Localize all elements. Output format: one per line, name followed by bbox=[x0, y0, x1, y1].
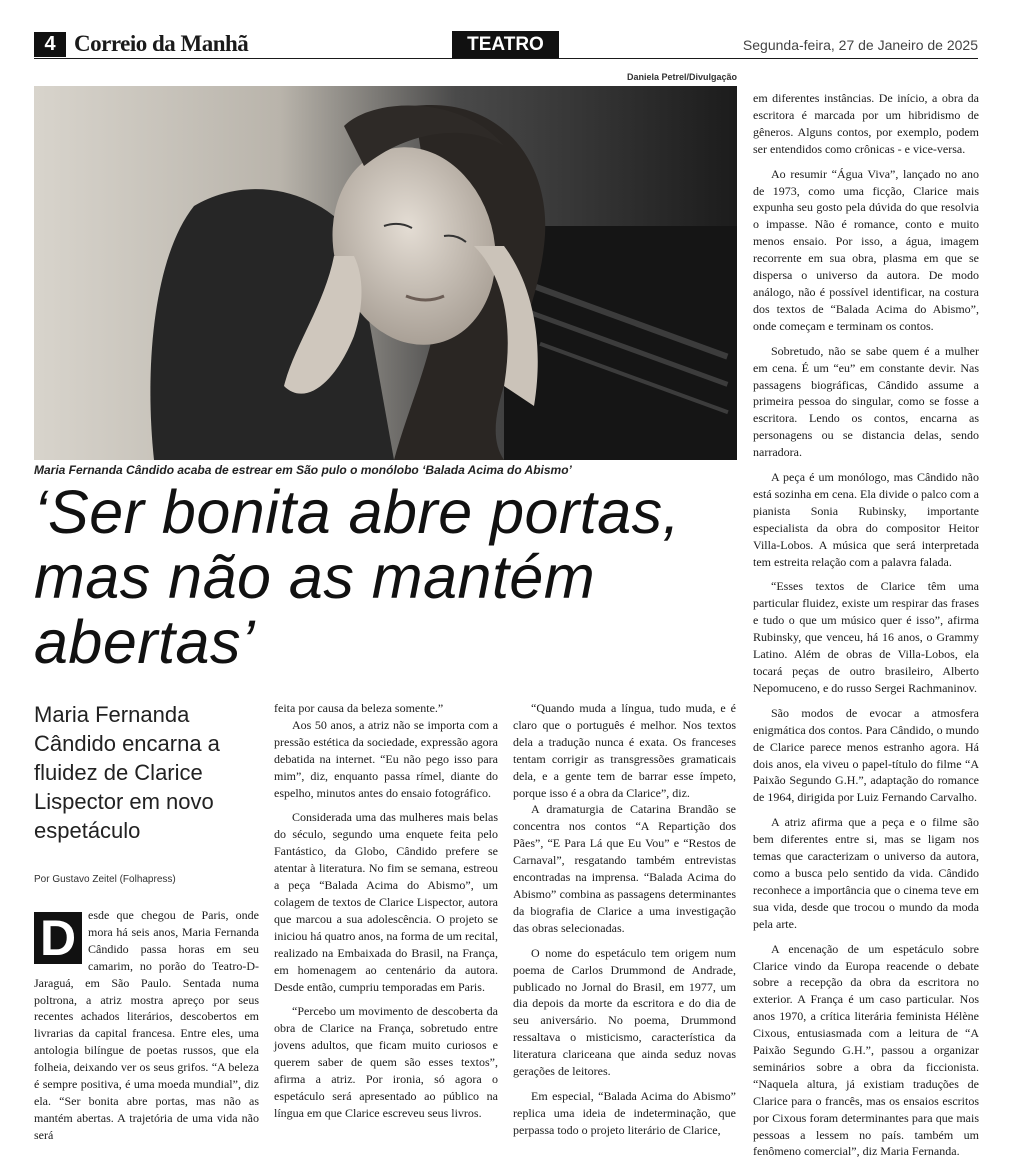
drop-cap: D bbox=[34, 912, 82, 964]
paragraph: Aos 50 anos, a atriz não se importa com a pressão estética da sociedade, expressão agora debatida na internet. “Eu não pego isso para mim”, diz, enquanto passa rímel, diante do espelho, minutos antes do ensaio fotográfico. bbox=[274, 717, 498, 800]
page-header bbox=[34, 30, 978, 59]
page-number: 4 bbox=[34, 32, 66, 57]
article-column-1 bbox=[34, 907, 259, 1144]
paragraph: Sobretudo, não se sabe quem é a mulher em cena. É um “eu” em constante devir. Nas passagens biográficas, Cândido assume a primeira pessoa do singular, como se fosse a escritora. Lendo os contos, encarna as personagens ou se distancia delas, sendo narradora. bbox=[753, 343, 979, 460]
paragraph: São modos de evocar a atmosfera enigmática dos contos. Para Cândido, o mundo de Clarice parece menos estranho agora. Há dois anos, ela viveu o papel-título do filme “A Paixão Segundo G.H.”, adaptação do romance de 1964, dirigida por Luiz Fernando Carvalho. bbox=[753, 705, 979, 805]
paragraph: “Esses textos de Clarice têm uma particular fluidez, existe um respirar das frases e tudo o que um músico quer é isso”, afirma Rubinsky, que venceu, há 16 anos, o Grammy Latino. Além de obras de Villa-Lobos, ela tocará peças de outro brasileiro, Alberto Nepomuceno, e do russo Sergei Rachmaninov. bbox=[753, 579, 979, 695]
article-headline: ‘Ser bonita abre portas, mas não as mantém abertas’ bbox=[34, 478, 681, 676]
paragraph: A encenação de um espetáculo sobre Clarice vindo da Europa reacende o debate sobre a recepção da obra da escritora no exterior. A França é um caso particular. Nos anos 1970, a crítica literária feminista Hélène Cixous, entusiasmada com a leitura de “A Paixão Segundo G.H.”, passou a organizar seminários sobre a obra da ficcionista. “Naquela altura, já existiam traduções de Clarice para o francês, mas os ensaios escritos por Cixous foram determinantes para que mais pessoas a lessem no país. também um fenômeno comercial”, diz Maria Fernanda. bbox=[753, 941, 979, 1159]
paragraph: Considerada uma das mulheres mais belas do século, segundo uma enquete feita pelo Fantástico, da Globo, Cândido prefere se atentar à literatura. No fim se semana, estreou a peça “Balada Acima do Abismo”, um colagem de textos de Clarice Lispector, autora que marcou a sua adolescência. O projeto se iniciou há quatro anos, na forma de um recital, realizado na Embaixada do Brasil, na França, em homenagem ao centenário da autora. Desde então, cumpriu temporadas em Paris. bbox=[274, 810, 498, 994]
newspaper-name: Correio da Manhã bbox=[74, 31, 249, 56]
paragraph: A peça é um monólogo, mas Cândido não está sozinha em cena. Ela divide o palco com a pianista Sonia Rubinsky, importante especialista da obra do compositor Heitor Villa-Lobos. A música que será interpretada tem estreita relação com a palavra falada. bbox=[753, 470, 979, 569]
paragraph: esde que chegou de Paris, onde mora há seis anos, Maria Fernanda Cândido passa horas em seu camarim, no porão do Teatro-D-Jaraguá, em São Paulo. Sentada numa poltrona, a atriz mostra apreço por seus recentes achados literários, descobertos em livrarias da capital francesa. Entre eles, uma antologia bilíngue de poetas russos, que ela folheia, deixando ver os seus grifos. “A beleza é sempre positiva, é uma moeda mundial”, diz ela. “Ser bonita abre portas, mas não as mantém abertas. A trajetória de uma vida não será bbox=[34, 908, 259, 1142]
article-column-2 bbox=[274, 700, 498, 1122]
paragraph: em diferentes instâncias. De início, a obra da escritora é marcada por um hibridismo de gêneros. Alguns contos, por exemplo, podem ser entendidos como crônicas - e vice-versa. bbox=[753, 91, 979, 156]
paragraph: A dramaturgia de Catarina Brandão se concentra nos contos “A Repartição dos Pães”, “E Para Lá que Eu Vou” e “Restos de Carnaval”, resgatando também entrevistas encontradas na imprensa. “Balada Acima do Abismo” combina as passagens determinantes da biografia de Clarice a uma investigação das obras selecionadas. bbox=[513, 802, 736, 935]
paragraph: Em especial, “Balada Acima do Abismo” replica uma ideia de indeterminação, que perpassa todo o projeto literário de Clarice, bbox=[513, 1088, 736, 1137]
paragraph: O nome do espetáculo tem origem num poema de Carlos Drummond de Andrade, publicado no Jornal do Brasil, em 1977, um dia depois da morte da escritora e do dia de seu aniversário. No poema, Drummond ressaltava o misticismo, característica da literatura clariceana que ainda seduz novas gerações de leitores. bbox=[513, 945, 736, 1079]
portrait-illustration bbox=[34, 86, 737, 460]
article-column-3 bbox=[513, 700, 736, 1139]
paragraph: Ao resumir “Água Viva”, lançado no ano de 1973, como uma ficção, Clarice mais expunha seu gosto pela dúvida do que resolvia o impasse. Não é romance, conto e muito menos ensaio. Por isso, a água, imagem recorrente em sua obra, plasma em que se dispersa o universo da autora. De modo análogo, não é possível identificar, na costura dos textos de “Balada Acima do Abismo”, onde começam e terminam os contos. bbox=[753, 166, 979, 333]
paragraph: “Quando muda a língua, tudo muda, e é claro que o português é melhor. Nos textos dela a tradução nunca é exata. Os franceses tentam corrigir as transgressões gramaticais dela, e a gente tem de barrar esse ímpeto, porque isso é a obra da Clarice”, diz. bbox=[513, 701, 736, 800]
paragraph: A atriz afirma que a peça e o filme são bem diferentes entre si, mas se ligam nos temas que caracterizam o universo da autora, como a busca pelo sentido da vida. Cândido reconhece a importância que o cinema teve em sua vida, desde que trocou o mundo da moda pela arte. bbox=[753, 815, 979, 931]
issue-date: Segunda-feira, 27 de Janeiro de 2025 bbox=[742, 37, 978, 53]
photo-caption: Maria Fernanda Cândido acaba de estrear em São pulo o monólobo ‘Balada Acima do Abismo’ bbox=[34, 463, 572, 477]
photo-credit: Daniela Petrel/Divulgação bbox=[626, 72, 737, 82]
article-byline: Por Gustavo Zeitel (Folhapress) bbox=[34, 874, 176, 885]
paragraph: “Percebo um movimento de descoberta da obra de Clarice na França, sobretudo entre jovens adultos, que ficam muito curiosos e querem saber de quem são esses textos”, afirma a atriz. Por ironia, só agora o espetáculo será apresentado ao público na língua em que Clarice escreveu seus livros. bbox=[274, 1004, 498, 1120]
section-label: TEATRO bbox=[452, 31, 559, 58]
paragraph: feita por causa da beleza somente.” bbox=[274, 701, 444, 715]
article-column-4 bbox=[753, 90, 979, 1160]
article-subhead: Maria Fernanda Cândido encarna a fluidez de Clarice Lispector em novo espetáculo bbox=[34, 702, 220, 843]
article-photo bbox=[34, 86, 737, 460]
